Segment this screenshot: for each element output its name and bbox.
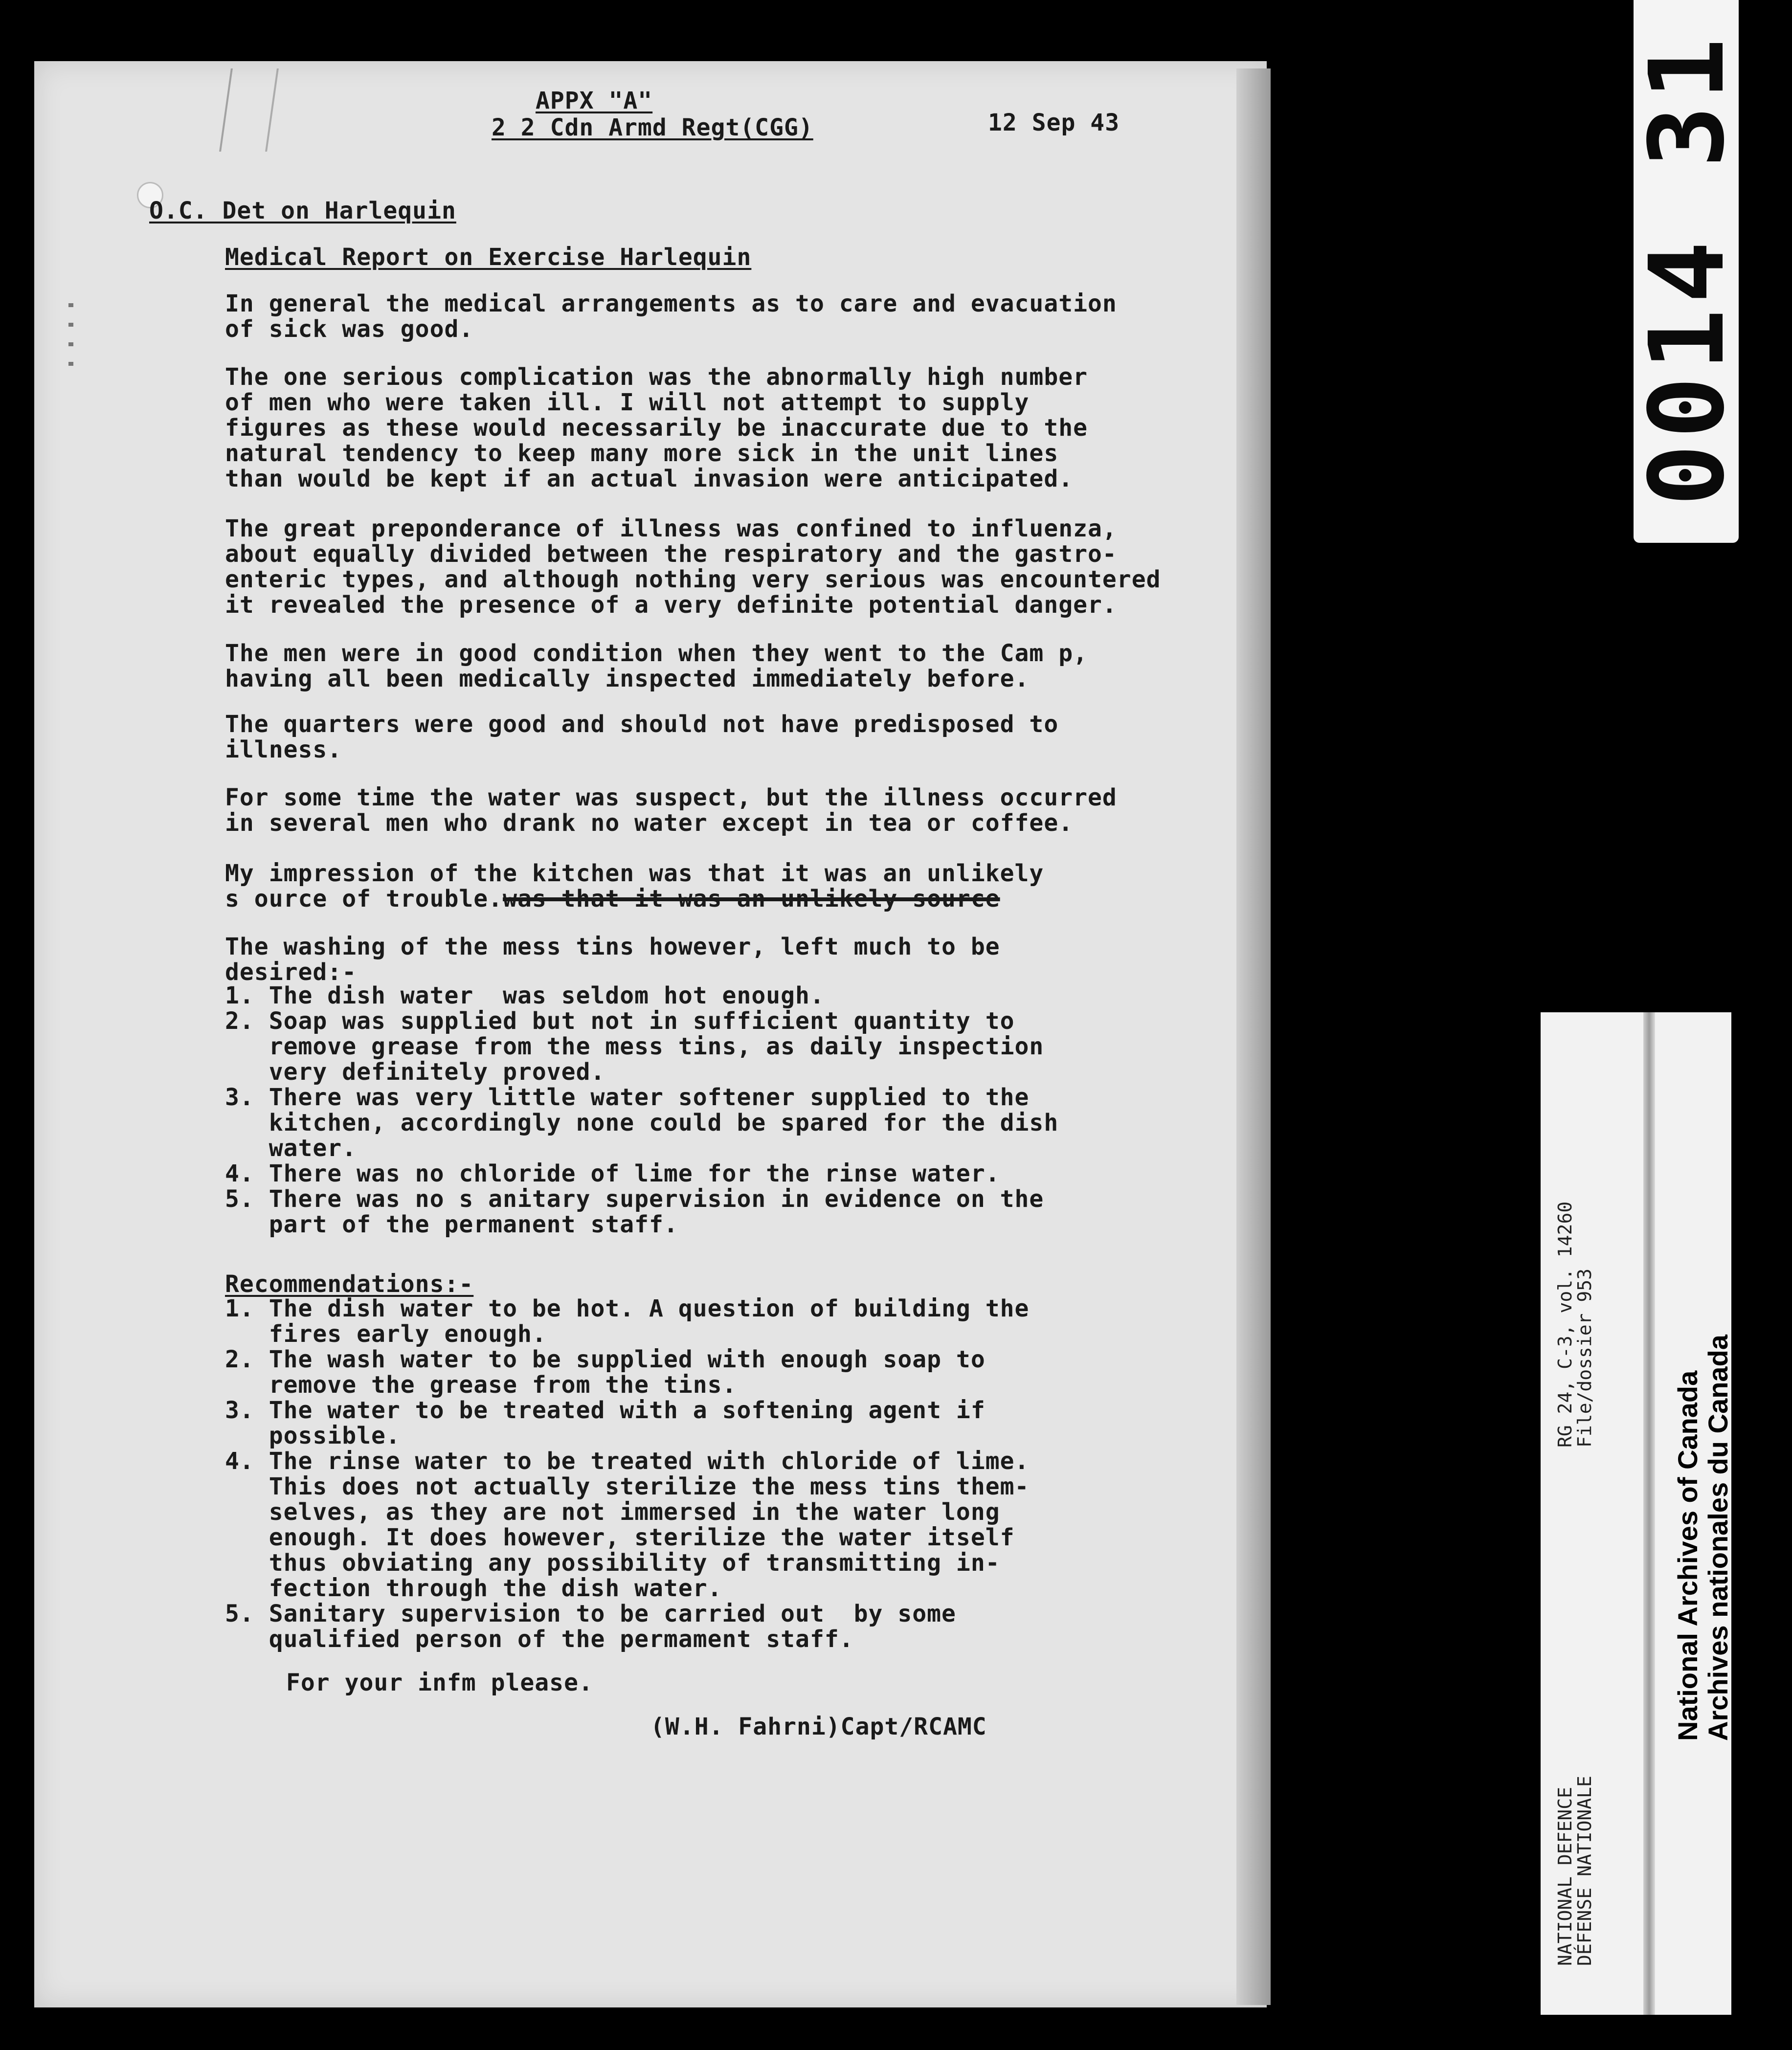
closing-line: For your infm please. xyxy=(286,1669,593,1696)
appendix-label: APPX "A" xyxy=(536,87,653,114)
paragraph-7 xyxy=(225,861,1044,912)
page-edge xyxy=(1236,68,1271,2005)
addressee: O.C. Det on Harlequin xyxy=(149,197,456,224)
label-fold xyxy=(1643,1012,1655,2015)
institution-name: National Archives of Canada Archives nationales du Canada xyxy=(1672,1335,1733,1741)
paragraph-1: In general the medical arrangements as to care and evacuation of sick was good. xyxy=(225,290,1117,343)
paragraph-3: The great preponderance of illness was confined to influenza, about equally divided between the respiratory and the gastro- enteric types, and although nothing very serious was encountered it revealed the presence of a very definite potential danger. xyxy=(225,515,1161,619)
paragraph-7-line-1: My impression of the kitchen was that it was an unlikely xyxy=(225,860,1044,887)
recommendations-list: 1. The dish water to be hot. A question of building the fires early enough. 2. The wash water to be supplied with enough soap to remove the grease from the tins. 3. The water to be treated with a softening agent if possible. 4. The rinse water to be treated with chloride of lime. This does not actually sterilize the mess tins them- selves, as they are not immersed in the water long enough. It does however, sterilize the water itself thus obviating any possibility of transmitting in- fection through the dish water. 5. Sanitary supervision to be carried out by some qualified person of the permament staff. xyxy=(225,1295,1030,1653)
department-name: NATIONAL DEFENCE DÉFENSE NATIONALE xyxy=(1554,1776,1595,1966)
paragraph-6: For some time the water was suspect, but the illness occurred in several men who drank no water except in tea or coffee. xyxy=(225,784,1117,837)
paragraph-4: The men were in good condition when they went to the Cam p, having all been medically inspected immediately before. xyxy=(225,640,1088,692)
paragraph-2: The one serious complication was the abnormally high number of men who were taken ill. I will not attempt to supply figures as these would necessarily be inaccurate due to the natural tendency to keep many more sick in the unit lines than would be kept if an actual invasion were anticipated. xyxy=(225,363,1088,492)
archive-reference: RG 24, C-3, vol. 14260 File/dossier 953 xyxy=(1554,1201,1595,1448)
paragraph-5: The quarters were good and should not have predisposed to illness. xyxy=(225,711,1059,763)
paragraph-7-line-2: s ource of trouble. xyxy=(225,885,503,913)
document-date: 12 Sep 43 xyxy=(988,109,1120,136)
recommendations-heading: Recommendations:- xyxy=(225,1270,474,1298)
frame-number: 0014 31 xyxy=(1627,32,1747,506)
margin-marks xyxy=(68,303,73,367)
struck-text: was that it was an unlikely source xyxy=(503,885,1000,913)
findings-list: 1. The dish water was seldom hot enough. 2. Soap was supplied but not in sufficient quantity to remove grease from the mess tins, as daily inspection very definitely proved. 3. There was very little water softener supplied to the kitchen, accordingly none could be spared for the dish water. 4. There was no chloride of lime for the rinse water. 5. There was no s anitary supervision in evidence on the part of the permanent staff. xyxy=(225,982,1059,1238)
unit-designation: 2 2 Cdn Armd Regt(CGG) xyxy=(492,114,813,141)
signature: (W.H. Fahrni)Capt/RCAMC xyxy=(650,1713,987,1740)
report-subject: Medical Report on Exercise Harlequin xyxy=(225,244,752,271)
paragraph-8: The washing of the mess tins however, left much to be desired:- xyxy=(225,933,1000,986)
